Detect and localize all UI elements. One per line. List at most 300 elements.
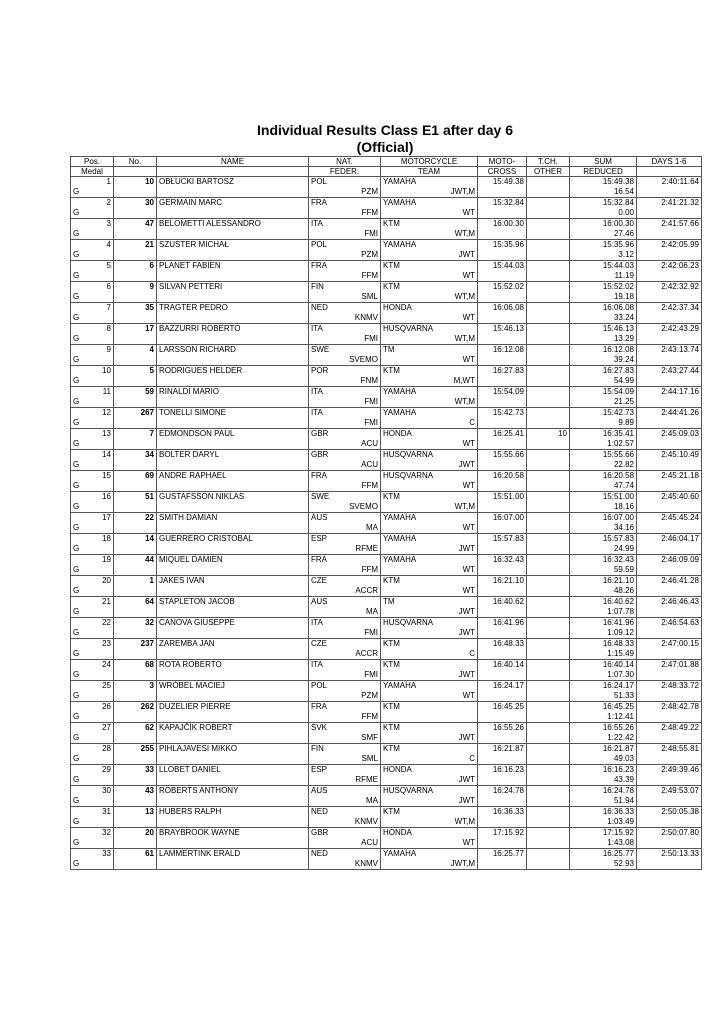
pos-cell: 13 — [71, 429, 114, 440]
days-total-cell: 2:45:10.49 — [637, 450, 702, 461]
empty-cell — [114, 817, 157, 828]
empty-cell — [637, 712, 702, 723]
rider-name-cell: JAKES IVAN — [157, 576, 309, 587]
empty-cell — [157, 523, 309, 534]
empty-cell — [478, 817, 527, 828]
empty-cell — [637, 439, 702, 450]
days-total-cell: 2:47:01.88 — [637, 660, 702, 671]
nation-cell: ITA — [309, 387, 381, 398]
empty-cell — [114, 607, 157, 618]
empty-cell — [478, 208, 527, 219]
medal-cell: G — [71, 313, 114, 324]
medal-cell: G — [71, 418, 114, 429]
empty-cell — [478, 502, 527, 513]
empty-cell — [478, 670, 527, 681]
nation-cell: SWE — [309, 345, 381, 356]
motocross-time-cell: 15:57.83 — [478, 534, 527, 545]
sum-cell: 16:36.33 — [570, 807, 637, 818]
header-moto: MOTO- — [478, 157, 527, 167]
bib-number-cell: 10 — [114, 177, 157, 188]
nation-cell: SWE — [309, 492, 381, 503]
empty-cell — [637, 544, 702, 555]
table-row — [71, 618, 702, 629]
nation-cell: AUS — [309, 786, 381, 797]
federation-cell: ACU — [309, 439, 381, 450]
motorcycle-cell: KTM — [381, 219, 478, 230]
other-penalty-cell — [527, 723, 570, 734]
sum-cell: 16:12.08 — [570, 345, 637, 356]
empty-cell — [637, 481, 702, 492]
rider-name-cell: SZUSTER MICHAŁ — [157, 240, 309, 251]
bib-number-cell: 13 — [114, 807, 157, 818]
motorcycle-cell: KTM — [381, 366, 478, 377]
bib-number-cell: 237 — [114, 639, 157, 650]
empty-cell — [478, 754, 527, 765]
empty-cell — [527, 565, 570, 576]
bib-number-cell: 59 — [114, 387, 157, 398]
bib-number-cell: 33 — [114, 765, 157, 776]
empty-cell — [527, 376, 570, 387]
motocross-time-cell: 16:45.25 — [478, 702, 527, 713]
empty-cell — [114, 775, 157, 786]
motocross-time-cell: 16:20.58 — [478, 471, 527, 482]
rider-name-cell: CANOVA GIUSEPPE — [157, 618, 309, 629]
motocross-time-cell: 16:36.33 — [478, 807, 527, 818]
reduced-cell: 39.24 — [570, 355, 637, 366]
header-reduced: REDUCED — [570, 167, 637, 177]
reduced-cell: 1:43.08 — [570, 838, 637, 849]
motorcycle-cell: YAMAHA — [381, 240, 478, 251]
table-row-detail — [71, 775, 702, 786]
federation-cell: KNMV — [309, 817, 381, 828]
motocross-time-cell: 16:16.23 — [478, 765, 527, 776]
sum-cell: 16:41.96 — [570, 618, 637, 629]
nation-cell: ESP — [309, 534, 381, 545]
header-feder: FEDER. — [309, 167, 381, 177]
empty-cell — [478, 775, 527, 786]
medal-cell: G — [71, 817, 114, 828]
team-cell: JWT,M — [381, 859, 478, 870]
medal-cell: G — [71, 460, 114, 471]
empty-cell — [114, 229, 157, 240]
federation-cell: RFME — [309, 775, 381, 786]
days-total-cell: 2:45:45.24 — [637, 513, 702, 524]
reduced-cell: 3.12 — [570, 250, 637, 261]
sum-cell: 16:00.30 — [570, 219, 637, 230]
table-row-detail — [71, 355, 702, 366]
header-blank-1 — [114, 167, 157, 177]
empty-cell — [114, 250, 157, 261]
motorcycle-cell: YAMAHA — [381, 177, 478, 188]
empty-cell — [478, 376, 527, 387]
bib-number-cell: 262 — [114, 702, 157, 713]
federation-cell: PZM — [309, 691, 381, 702]
empty-cell — [637, 229, 702, 240]
empty-cell — [527, 187, 570, 198]
sum-cell: 16:24.78 — [570, 786, 637, 797]
empty-cell — [478, 271, 527, 282]
other-penalty-cell — [527, 681, 570, 692]
empty-cell — [527, 292, 570, 303]
days-total-cell: 2:42:43.29 — [637, 324, 702, 335]
motocross-time-cell: 16:27.83 — [478, 366, 527, 377]
reduced-cell: 24.99 — [570, 544, 637, 555]
nation-cell: CZE — [309, 576, 381, 587]
reduced-cell: 21.25 — [570, 397, 637, 408]
team-cell: JWT — [381, 775, 478, 786]
bib-number-cell: 61 — [114, 849, 157, 860]
header-row-1 — [71, 157, 702, 167]
table-row — [71, 324, 702, 335]
federation-cell: FFM — [309, 208, 381, 219]
team-cell: WT — [381, 208, 478, 219]
bib-number-cell: 30 — [114, 198, 157, 209]
pos-cell: 29 — [71, 765, 114, 776]
reduced-cell: 18.16 — [570, 502, 637, 513]
sum-cell: 16:07.00 — [570, 513, 637, 524]
medal-cell: G — [71, 586, 114, 597]
table-row-detail — [71, 376, 702, 387]
empty-cell — [157, 355, 309, 366]
reduced-cell: 54.99 — [570, 376, 637, 387]
reduced-cell: 1:02.57 — [570, 439, 637, 450]
empty-cell — [637, 292, 702, 303]
days-total-cell: 2:44:17.16 — [637, 387, 702, 398]
table-row-detail — [71, 292, 702, 303]
days-total-cell: 2:48:55.81 — [637, 744, 702, 755]
pos-cell: 11 — [71, 387, 114, 398]
empty-cell — [527, 250, 570, 261]
other-penalty-cell — [527, 345, 570, 356]
empty-cell — [114, 691, 157, 702]
table-row — [71, 534, 702, 545]
empty-cell — [478, 250, 527, 261]
team-cell: WT — [381, 565, 478, 576]
empty-cell — [478, 355, 527, 366]
empty-cell — [637, 628, 702, 639]
days-total-cell: 2:42:06.23 — [637, 261, 702, 272]
empty-cell — [114, 523, 157, 534]
motorcycle-cell: HUSQVARNA — [381, 618, 478, 629]
empty-cell — [114, 628, 157, 639]
other-penalty-cell — [527, 534, 570, 545]
motorcycle-cell: YAMAHA — [381, 198, 478, 209]
table-row-detail — [71, 670, 702, 681]
sum-cell: 16:27.83 — [570, 366, 637, 377]
empty-cell — [527, 418, 570, 429]
federation-cell: MA — [309, 796, 381, 807]
bib-number-cell: 9 — [114, 282, 157, 293]
empty-cell — [637, 754, 702, 765]
empty-cell — [637, 523, 702, 534]
rider-name-cell: PIHLAJAVESI MIKKO — [157, 744, 309, 755]
other-penalty-cell — [527, 744, 570, 755]
header-tch: T.CH. — [527, 157, 570, 167]
nation-cell: ITA — [309, 219, 381, 230]
header-no: No. — [114, 157, 157, 167]
sum-cell: 16:25.77 — [570, 849, 637, 860]
motorcycle-cell: KTM — [381, 261, 478, 272]
bib-number-cell: 267 — [114, 408, 157, 419]
empty-cell — [114, 313, 157, 324]
table-row-detail — [71, 586, 702, 597]
motorcycle-cell: YAMAHA — [381, 513, 478, 524]
nation-cell: ESP — [309, 765, 381, 776]
header-cross: CROSS — [478, 167, 527, 177]
header-motorcycle: MOTORCYCLE — [381, 157, 478, 167]
medal-cell: G — [71, 187, 114, 198]
empty-cell — [478, 607, 527, 618]
days-total-cell: 2:48:42.78 — [637, 702, 702, 713]
team-cell: JWT — [381, 628, 478, 639]
days-total-cell: 2:40:11.64 — [637, 177, 702, 188]
team-cell: WT — [381, 691, 478, 702]
other-penalty-cell — [527, 828, 570, 839]
pos-cell: 32 — [71, 828, 114, 839]
table-row — [71, 366, 702, 377]
empty-cell — [637, 607, 702, 618]
federation-cell: PZM — [309, 250, 381, 261]
header-pos: Pos. — [71, 157, 114, 167]
empty-cell — [157, 250, 309, 261]
empty-cell — [527, 502, 570, 513]
medal-cell: G — [71, 754, 114, 765]
table-row — [71, 681, 702, 692]
motocross-time-cell: 15:54.09 — [478, 387, 527, 398]
days-total-cell: 2:46:09.09 — [637, 555, 702, 566]
empty-cell — [637, 775, 702, 786]
empty-cell — [527, 229, 570, 240]
motocross-time-cell: 15:51.00 — [478, 492, 527, 503]
nation-cell: GBR — [309, 828, 381, 839]
bib-number-cell: 6 — [114, 261, 157, 272]
table-row-detail — [71, 754, 702, 765]
federation-cell: FMI — [309, 229, 381, 240]
empty-cell — [114, 544, 157, 555]
nation-cell: ITA — [309, 660, 381, 671]
table-row — [71, 765, 702, 776]
motorcycle-cell: KTM — [381, 639, 478, 650]
bib-number-cell: 44 — [114, 555, 157, 566]
other-penalty-cell — [527, 240, 570, 251]
motorcycle-cell: HONDA — [381, 828, 478, 839]
reduced-cell: 48.26 — [570, 586, 637, 597]
federation-cell: KNMV — [309, 859, 381, 870]
motorcycle-cell: HUSQVARNA — [381, 324, 478, 335]
pos-cell: 20 — [71, 576, 114, 587]
table-row — [71, 849, 702, 860]
table-row — [71, 198, 702, 209]
days-total-cell: 2:41:21.32 — [637, 198, 702, 209]
empty-cell — [478, 460, 527, 471]
team-cell: WT — [381, 313, 478, 324]
table-row-detail — [71, 859, 702, 870]
reduced-cell: 49.03 — [570, 754, 637, 765]
bib-number-cell: 17 — [114, 324, 157, 335]
empty-cell — [157, 586, 309, 597]
other-penalty-cell — [527, 702, 570, 713]
motocross-time-cell: 16:41.96 — [478, 618, 527, 629]
nation-cell: AUS — [309, 597, 381, 608]
other-penalty-cell — [527, 660, 570, 671]
pos-cell: 19 — [71, 555, 114, 566]
empty-cell — [478, 418, 527, 429]
pos-cell: 21 — [71, 597, 114, 608]
motocross-time-cell: 16:25.41 — [478, 429, 527, 440]
other-penalty-cell — [527, 471, 570, 482]
empty-cell — [637, 397, 702, 408]
reduced-cell: 13.29 — [570, 334, 637, 345]
table-row-detail — [71, 733, 702, 744]
federation-cell: FFM — [309, 565, 381, 576]
header-team: TEAM — [381, 167, 478, 177]
motorcycle-cell: YAMAHA — [381, 408, 478, 419]
nation-cell: NED — [309, 807, 381, 818]
empty-cell — [157, 418, 309, 429]
motocross-time-cell: 15:46.13 — [478, 324, 527, 335]
reduced-cell: 59.59 — [570, 565, 637, 576]
table-row-detail — [71, 607, 702, 618]
nation-cell: NED — [309, 303, 381, 314]
motorcycle-cell: YAMAHA — [381, 534, 478, 545]
motorcycle-cell: HUSQVARNA — [381, 450, 478, 461]
empty-cell — [637, 313, 702, 324]
empty-cell — [637, 418, 702, 429]
days-total-cell: 2:47:00.15 — [637, 639, 702, 650]
reduced-cell: 11.19 — [570, 271, 637, 282]
bib-number-cell: 4 — [114, 345, 157, 356]
other-penalty-cell — [527, 408, 570, 419]
nation-cell: CZE — [309, 639, 381, 650]
empty-cell — [114, 859, 157, 870]
pos-cell: 28 — [71, 744, 114, 755]
table-row — [71, 408, 702, 419]
table-row-detail — [71, 460, 702, 471]
other-penalty-cell — [527, 450, 570, 461]
pos-cell: 6 — [71, 282, 114, 293]
other-penalty-cell — [527, 177, 570, 188]
empty-cell — [157, 796, 309, 807]
table-row — [71, 828, 702, 839]
motocross-time-cell: 15:55.66 — [478, 450, 527, 461]
empty-cell — [157, 271, 309, 282]
medal-cell: G — [71, 649, 114, 660]
motorcycle-cell: KTM — [381, 492, 478, 503]
nation-cell: POL — [309, 681, 381, 692]
table-row — [71, 471, 702, 482]
team-cell: WT,M — [381, 229, 478, 240]
motorcycle-cell: HUSQVARNA — [381, 786, 478, 797]
reduced-cell: 1:03.49 — [570, 817, 637, 828]
empty-cell — [527, 586, 570, 597]
reduced-cell: 43.39 — [570, 775, 637, 786]
team-cell: WT,M — [381, 334, 478, 345]
team-cell: WT — [381, 523, 478, 534]
empty-cell — [527, 523, 570, 534]
empty-cell — [527, 817, 570, 828]
empty-cell — [114, 754, 157, 765]
rider-name-cell: EDMONDSON PAUL — [157, 429, 309, 440]
sum-cell: 16:21.87 — [570, 744, 637, 755]
other-penalty-cell — [527, 219, 570, 230]
table-row — [71, 660, 702, 671]
empty-cell — [478, 544, 527, 555]
rider-name-cell: WRÓBEL MACIEJ — [157, 681, 309, 692]
motorcycle-cell: HONDA — [381, 429, 478, 440]
empty-cell — [157, 502, 309, 513]
motorcycle-cell: HONDA — [381, 765, 478, 776]
empty-cell — [157, 229, 309, 240]
motorcycle-cell: KTM — [381, 282, 478, 293]
team-cell: C — [381, 418, 478, 429]
empty-cell — [637, 502, 702, 513]
empty-cell — [114, 271, 157, 282]
nation-cell: ITA — [309, 408, 381, 419]
pos-cell: 8 — [71, 324, 114, 335]
team-cell: WT — [381, 838, 478, 849]
sum-cell: 15:46.13 — [570, 324, 637, 335]
nation-cell: ITA — [309, 324, 381, 335]
federation-cell: FMI — [309, 334, 381, 345]
federation-cell: FFM — [309, 712, 381, 723]
pos-cell: 23 — [71, 639, 114, 650]
table-row — [71, 786, 702, 797]
header-blank-2 — [157, 167, 309, 177]
federation-cell: ACU — [309, 838, 381, 849]
sum-cell: 15:54.09 — [570, 387, 637, 398]
empty-cell — [637, 586, 702, 597]
days-total-cell: 2:42:32.92 — [637, 282, 702, 293]
pos-cell: 4 — [71, 240, 114, 251]
empty-cell — [157, 334, 309, 345]
empty-cell — [527, 754, 570, 765]
empty-cell — [157, 754, 309, 765]
nation-cell: FIN — [309, 282, 381, 293]
table-row — [71, 702, 702, 713]
days-total-cell: 2:45:40.60 — [637, 492, 702, 503]
sum-cell: 16:21.10 — [570, 576, 637, 587]
rider-name-cell: BRAYBROOK WAYNE — [157, 828, 309, 839]
team-cell: JWT — [381, 250, 478, 261]
table-row-detail — [71, 796, 702, 807]
motocross-time-cell: 15:49.38 — [478, 177, 527, 188]
medal-cell: G — [71, 208, 114, 219]
medal-cell: G — [71, 691, 114, 702]
table-row — [71, 555, 702, 566]
federation-cell: ACCR — [309, 649, 381, 660]
bib-number-cell: 68 — [114, 660, 157, 671]
bib-number-cell: 20 — [114, 828, 157, 839]
medal-cell: G — [71, 859, 114, 870]
reduced-cell: 1:12.41 — [570, 712, 637, 723]
medal-cell: G — [71, 775, 114, 786]
bib-number-cell: 35 — [114, 303, 157, 314]
table-row — [71, 240, 702, 251]
team-cell: JWT — [381, 670, 478, 681]
empty-cell — [157, 439, 309, 450]
other-penalty-cell — [527, 807, 570, 818]
medal-cell: G — [71, 712, 114, 723]
other-penalty-cell — [527, 618, 570, 629]
medal-cell: G — [71, 250, 114, 261]
reduced-cell: 47.74 — [570, 481, 637, 492]
medal-cell: G — [71, 565, 114, 576]
motocross-time-cell: 15:44.03 — [478, 261, 527, 272]
team-cell: WT — [381, 481, 478, 492]
table-row-detail — [71, 544, 702, 555]
empty-cell — [478, 859, 527, 870]
empty-cell — [637, 208, 702, 219]
